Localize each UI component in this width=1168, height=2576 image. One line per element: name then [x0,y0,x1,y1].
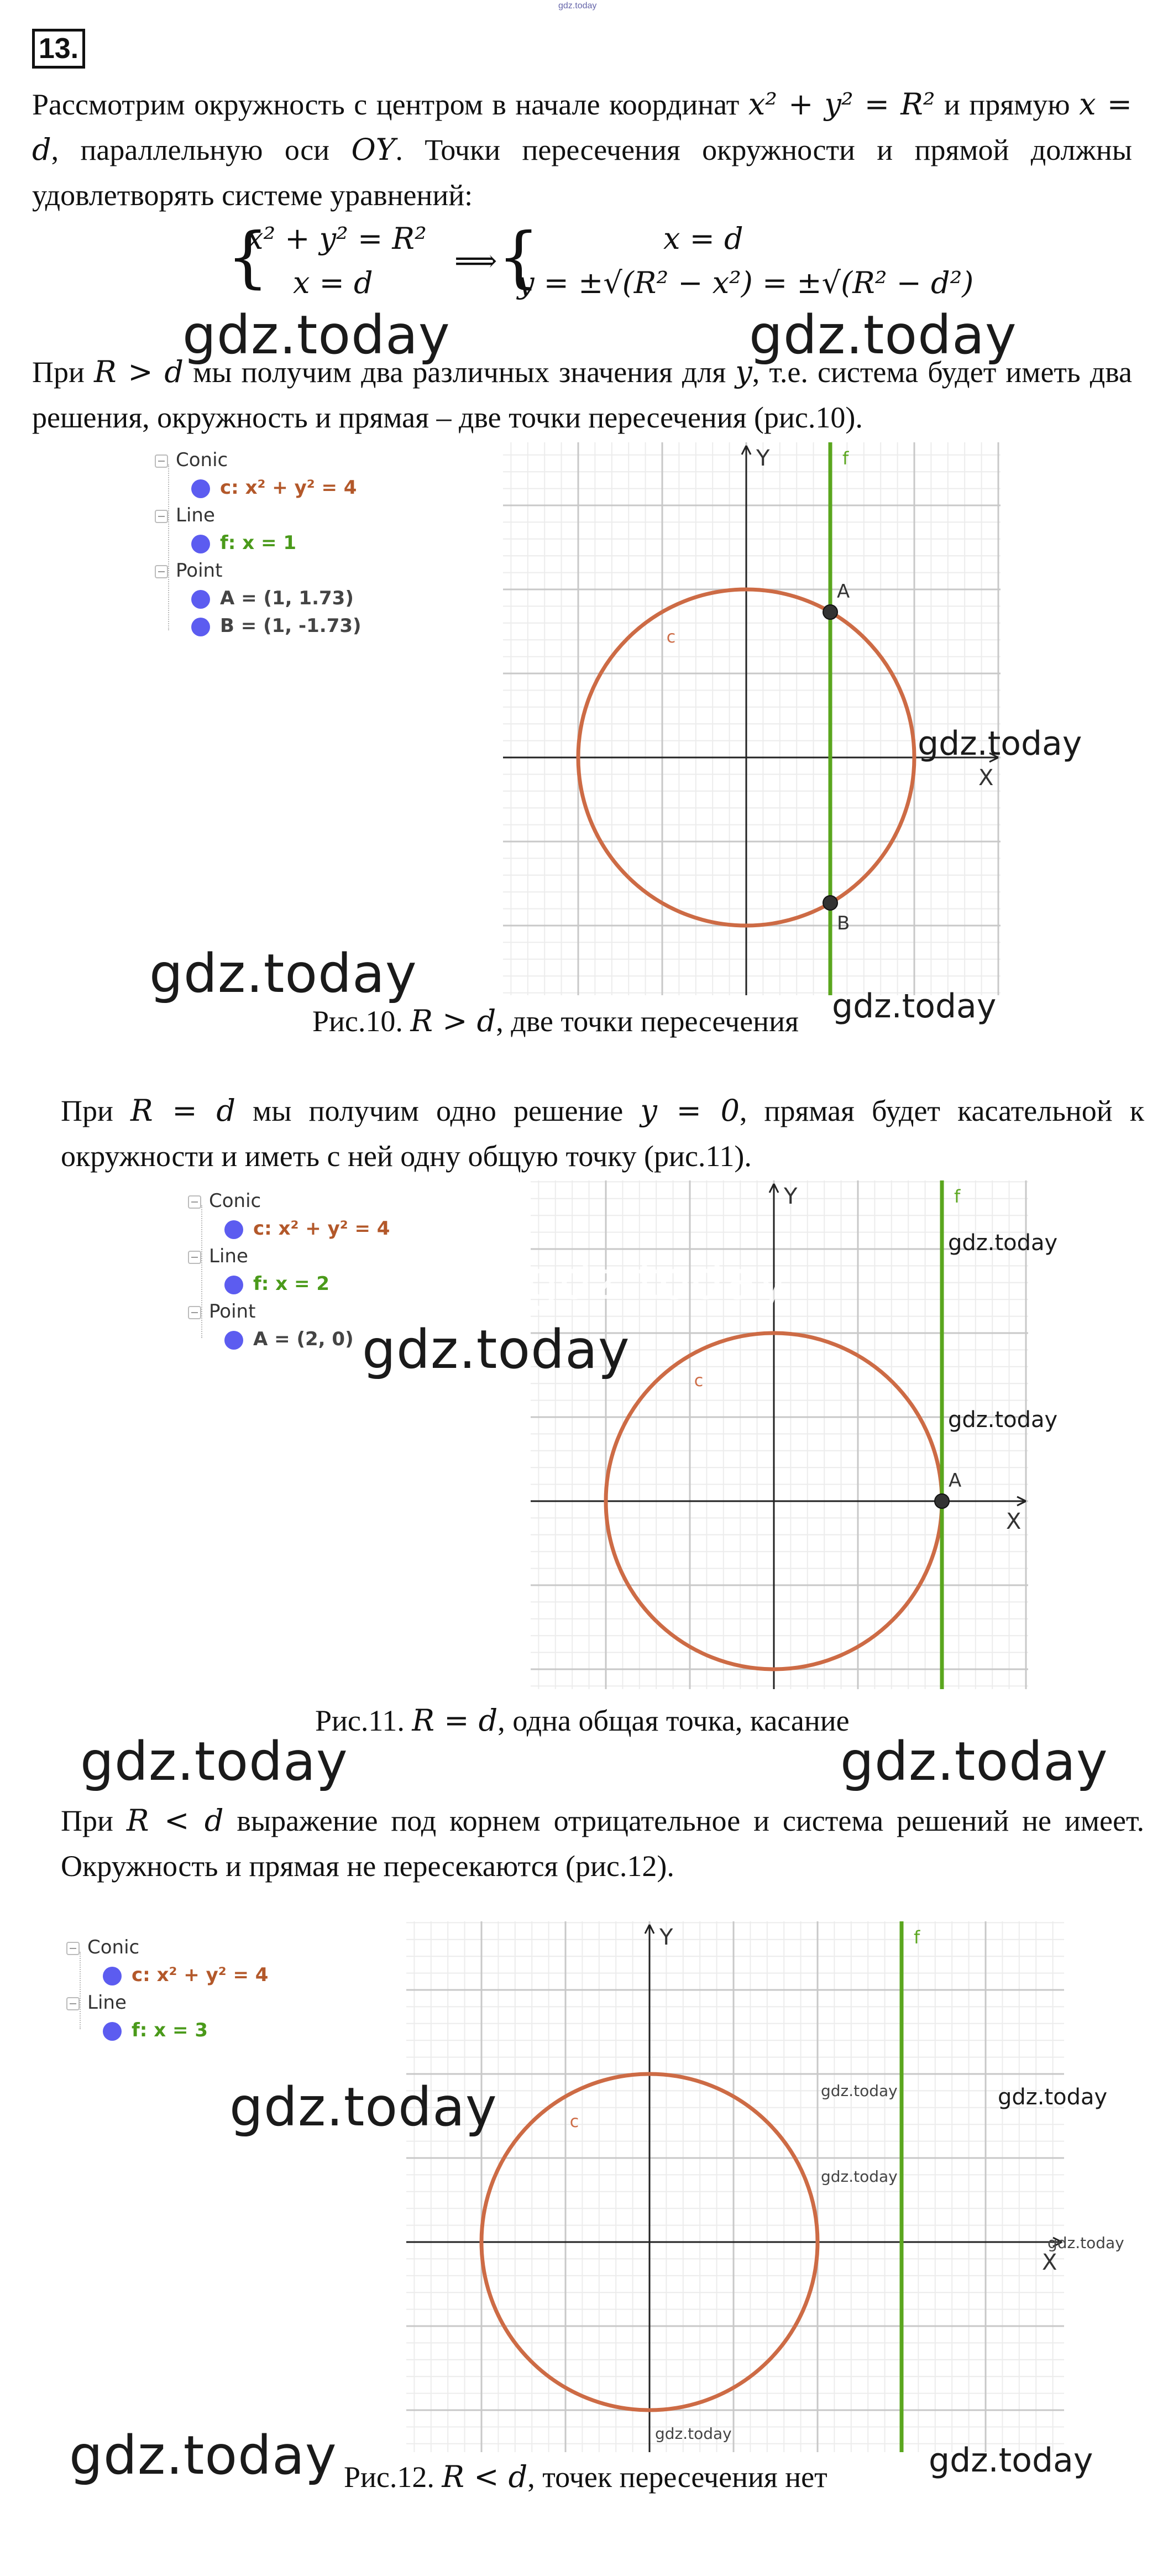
x-axis-label: X [1042,2250,1057,2275]
fig10-conic-item[interactable] [191,476,357,500]
fig12-conic-group [66,1935,139,1960]
group-label: Line [176,504,215,526]
intro-paragraph [32,82,1132,218]
text-span: и прямую [935,88,1080,121]
conic-equation: c: x² + y² = 4 [220,477,357,499]
line-label: f [842,448,849,469]
fig11-point-a-item[interactable] [224,1327,354,1351]
inequality: R > d [94,354,184,389]
group-label: Line [87,1992,127,2014]
intersection-point [935,1494,949,1508]
fig10-caption [312,1004,799,1038]
equation-system [227,219,974,310]
top-watermark: gdz.today [558,1,597,11]
y-axis-label: Y [659,1925,673,1950]
collapse-icon[interactable] [66,1997,80,2010]
system-right-row2: y = ±√(R² − x²) = ±√(R² − d²) [517,265,974,300]
visibility-dot-icon[interactable] [191,618,210,636]
text-span: , параллельную оси [51,133,352,166]
fig10-point-a-item[interactable] [191,586,354,610]
watermark: gdz.today [655,2425,732,2443]
text-span: , прямая будет касательной к окружности и иметь с ней одну общую точку (рис.11). [61,1094,1144,1173]
inequality: R < d [126,1803,224,1838]
left-brace: { [227,219,269,296]
fig10-point-group [155,558,222,583]
system-left-row1: x² + y² = R² [247,221,427,256]
point-a-coords: A = (2, 0) [253,1328,354,1350]
caption-condition: R < d [442,2459,528,2494]
text-span: При [61,1094,130,1127]
group-label: Line [209,1245,248,1267]
watermark: gdz.today [80,1731,348,1793]
point-b-coords: B = (1, -1.73) [220,615,362,637]
tree-line [168,464,169,630]
y-axis-label: Y [756,446,770,471]
caption-prefix: Рис.10. [312,1005,411,1038]
fig10-point-b-item[interactable] [191,614,362,638]
watermark: gdz.today [929,2441,1093,2480]
caption-text: , точек пересечения нет [527,2460,827,2494]
fig11-line-group [188,1244,248,1268]
group-label: Point [176,560,223,582]
watermark-faded: gdz.today [525,1250,788,1311]
fig10-line-item[interactable] [191,531,296,555]
fig12-conic-item[interactable] [103,1963,268,1987]
watermark: gdz.today [821,2167,898,2186]
caption-prefix: Рис.11. [315,1704,412,1737]
watermark: gdz.today [149,943,417,1005]
visibility-dot-icon[interactable] [224,1331,243,1350]
text-span: выражение под корнем отрицательное и система решений не имеет. Окружность и прямая не пересекаются (рис.12). [61,1804,1144,1883]
group-label: Conic [87,1936,140,1958]
fig11-line-item[interactable] [224,1272,329,1296]
collapse-icon[interactable] [155,510,168,523]
text-span: Рассмотрим окружность с центром в начале координат [32,88,748,121]
watermark: gdz.today [948,1407,1058,1433]
collapse-icon[interactable] [155,454,168,468]
collapse-icon[interactable] [66,1942,80,1955]
collapse-icon[interactable] [188,1251,201,1264]
tangent-paragraph [61,1088,1144,1179]
watermark: gdz.today [948,1230,1058,1256]
fig12-graphics-view [406,1921,1064,2452]
watermark: gdz.today [1047,2234,1124,2252]
point-label: A [837,581,850,603]
variable: y [735,354,752,389]
equation-circle: x² + y² = R² [748,87,935,122]
visibility-dot-icon[interactable] [224,1220,243,1239]
conic-equation: c: x² + y² = 4 [132,1964,269,1986]
watermark: gdz.today [69,2425,337,2486]
conic-equation: c: x² + y² = 4 [253,1218,390,1240]
fig12-caption [344,2459,827,2494]
text-span: , т.е. система будет иметь два решения, окружность и прямая – две точки пересечения (рис.10). [32,356,1132,434]
text-span: мы получим два различных значения для [184,356,736,389]
point-label: B [837,912,850,934]
fig11-conic-group [188,1189,261,1213]
no-intersection-paragraph [61,1798,1144,1889]
watermark: gdz.today [362,1319,630,1381]
x-axis-label: X [1006,1509,1022,1534]
intersection-point [823,605,837,619]
visibility-dot-icon[interactable] [103,1967,122,1985]
task-number: 13. [32,29,85,69]
circle-label: c [666,627,676,647]
line-equation: f: x = 1 [220,532,296,554]
caption-prefix: Рис.12. [344,2460,442,2494]
system-left-row2: x = d [293,265,373,300]
fig10-algebra-view [149,442,437,652]
group-label: Point [209,1300,256,1323]
fig10-conic-group [155,448,228,472]
collapse-icon[interactable] [188,1306,201,1319]
text-span: При [61,1804,127,1837]
caption-condition: R = d [412,1703,498,1738]
watermark: gdz.today [229,2076,497,2138]
equality: R = d [130,1093,235,1128]
visibility-dot-icon[interactable] [191,479,210,498]
watermark: gdz.today [918,724,1082,763]
watermark: gdz.today [749,304,1017,366]
visibility-dot-icon[interactable] [224,1276,243,1294]
fig11-point-group [188,1299,255,1324]
watermark: gdz.today [182,304,451,366]
system-right-row1: x = d [663,221,743,256]
point-label: A [949,1470,962,1492]
axis-name: OY [351,132,396,167]
watermark: gdz.today [821,2082,898,2100]
fig12-line-item[interactable] [103,2018,208,2042]
group-label: Conic [209,1190,261,1212]
point-a-coords: A = (1, 1.73) [220,587,354,609]
fig10-graphics-view [503,442,1001,995]
fig12-line-group [66,1990,127,2015]
solution: y = 0 [640,1093,740,1128]
grid [503,442,1001,995]
line-label: f [914,1927,920,1948]
fig11-conic-item[interactable] [224,1216,390,1241]
watermark: gdz.today [832,987,997,1026]
fig12-algebra-view [61,1930,348,2051]
watermark: gdz.today [998,2084,1108,2110]
right-brace: { [497,219,540,296]
caption-text: , две точки пересечения [496,1005,799,1038]
fig10-line-group [155,503,215,527]
intersection-point [823,896,837,910]
equation-line: x = d [32,87,1132,167]
visibility-dot-icon[interactable] [103,2022,122,2041]
circle-label: c [694,1371,704,1391]
caption-text: , одна общая точка, касание [497,1704,850,1737]
line-equation: f: x = 2 [253,1273,329,1295]
x-axis-label: X [978,765,994,791]
grid [406,1921,1064,2452]
group-label: Conic [176,449,228,471]
text-span: мы получим одно решение [235,1094,641,1127]
visibility-dot-icon[interactable] [191,590,210,609]
watermark: gdz.today [840,1731,1108,1793]
text-span: . Точки пересечения окружности и прямой должны удовлетворять системе уравнений: [32,133,1132,212]
line-label: f [954,1186,961,1207]
collapse-icon[interactable] [188,1195,201,1209]
text-span: При [32,356,94,389]
implies-arrow: ⟹ [454,243,497,278]
y-axis-label: Y [784,1184,798,1209]
visibility-dot-icon[interactable] [191,535,210,553]
collapse-icon[interactable] [155,565,168,578]
line-equation: f: x = 3 [132,2019,208,2041]
circle-label: c [569,2112,579,2131]
caption-condition: R > d [410,1004,496,1038]
fig11-caption [315,1703,850,1738]
